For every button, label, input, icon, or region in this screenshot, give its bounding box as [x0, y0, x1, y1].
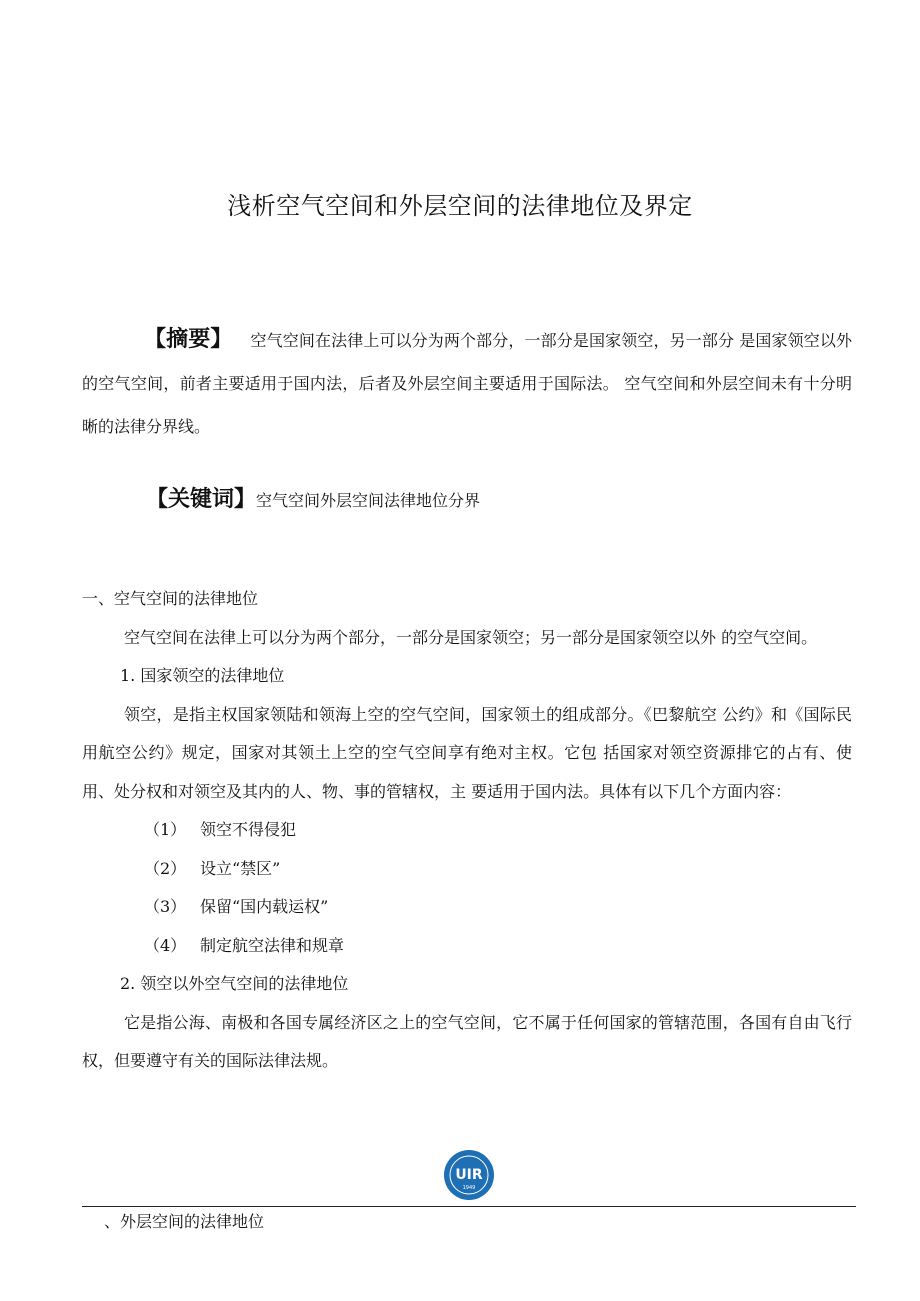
- section-intro: 空气空间在法律上可以分为两个部分，一部分是国家领空；另一部分是国家领空以外 的空气空间。: [124, 627, 818, 647]
- keywords: [146, 482, 480, 519]
- subsection-paragraph: 领空，是指主权国家领陆和领海上空的空气空间，国家领土的组成部分。《巴黎航空 公约》和《国际民用航空公约》规定，国家对其领土上空的空气空间享有绝对主权。它包 括国家对领空资源排它的占有、使用、处分权和对领空及其内的人、物、事的管辖权，主 要适用于国内法。具体有以下几个方面内容：: [82, 704, 852, 801]
- logo-letters: UIR: [455, 1167, 483, 1183]
- list-item-number: （4）: [144, 935, 187, 955]
- list-item: [82, 927, 852, 966]
- abstract: [82, 318, 852, 448]
- footer-divider: [82, 1206, 856, 1207]
- subsection-heading: 2. 领空以外空气空间的法律地位: [120, 974, 349, 993]
- list-item: [82, 811, 852, 850]
- keywords-text: 空气空间外层空间法律地位分界: [256, 491, 481, 510]
- university-logo-icon: [443, 1149, 495, 1201]
- document-title: 浅析空气空间和外层空间的法律地位及界定: [227, 192, 693, 220]
- subsection-paragraph: 它是指公海、南极和各国专属经济区之上的空气空间，它不属于任何国家的管辖范围，各国有自由飞行权，但要遵守有关的国际法律法规。: [82, 1012, 852, 1070]
- list-item-text: 领空不得侵犯: [200, 820, 297, 839]
- list-item-text: 制定航空法律和规章: [200, 935, 345, 955]
- list-item: [82, 850, 852, 889]
- next-section-heading: 、外层空间的法律地位: [104, 1212, 265, 1231]
- abstract-label: 【摘要】: [144, 327, 233, 352]
- list-item-text: 保留“国内载运权”: [200, 897, 329, 916]
- list-item-text: 设立“禁区”: [200, 858, 281, 878]
- list-item-number: （1）: [144, 820, 187, 839]
- abstract-text: 空气空间在法律上可以分为两个部分，一部分是国家领空，另一部分 是国家领空以外的空气空间，前者主要适用于国内法，后者及外层空间主要适用于国际法。 空气空间和外层空间未有十分明晰的法律分界线。: [82, 331, 852, 436]
- section-heading: 一、空气空间的法律地位: [82, 589, 259, 608]
- logo-year: 1949: [462, 1185, 476, 1191]
- list-item: [82, 888, 852, 927]
- list-item-number: （2）: [144, 858, 187, 878]
- document-body: [82, 580, 852, 1081]
- subsection-heading: 1. 国家领空的法律地位: [120, 666, 285, 685]
- list-item-number: （3）: [144, 897, 187, 916]
- keywords-label: 【关键词】: [146, 487, 257, 512]
